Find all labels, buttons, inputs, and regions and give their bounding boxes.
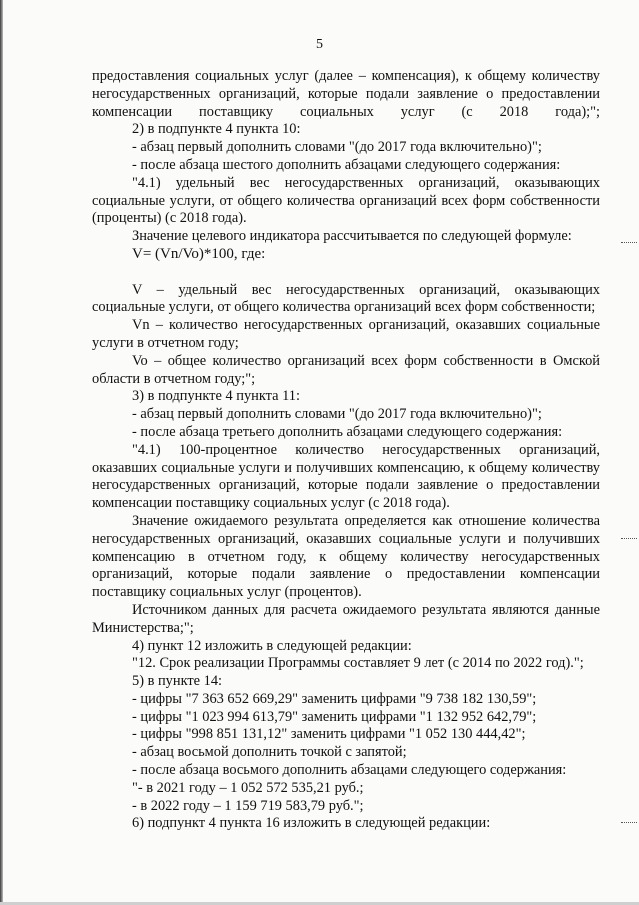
paragraph: Vn – количество негосударственных организаций, оказавших социальные услуги в отчетном году; bbox=[92, 317, 600, 351]
paragraph: 3) в подпункте 4 пункта 11: bbox=[132, 388, 300, 405]
paragraph: Значение целевого индикатора рассчитывается по следующей формуле: bbox=[132, 228, 572, 245]
paragraph: V – удельный вес негосударственных организаций, оказывающих социальные услуги, от общего количества организаций всех форм собственности; bbox=[92, 281, 600, 316]
paragraph: 4) пункт 12 изложить в следующей редакции: bbox=[132, 637, 412, 654]
scan-margin-mark bbox=[621, 242, 637, 245]
paragraph: 2) в подпункте 4 пункта 10: bbox=[132, 121, 301, 138]
paragraph: "4.1) 100-процентное количество негосударственных организаций, оказавших социальные услуги и получивших компенсацию, к общему количеству негосударственных организаций, которые подали заявление о предоставлении компенсации поставщику социальных услуг (с 2018 года). bbox=[92, 441, 600, 512]
paragraph: 6) подпункт 4 пункта 16 изложить в следующей редакции: bbox=[132, 815, 491, 832]
paragraph: - абзац восьмой дополнить точкой с запятой; bbox=[132, 744, 407, 761]
blank-line bbox=[92, 264, 600, 282]
paragraph-continuation: предоставления социальных услуг (далее – компенсация), к общему количеству негосударственных организаций, которые подали заявление о предоставлении компенсации поставщику социальных услуг (с 2018 года);"; bbox=[92, 68, 600, 120]
paragraph: - после абзаца третьего дополнить абзацами следующего содержания: bbox=[132, 423, 563, 440]
paragraph: Значение ожидаемого результата определяется как отношение количества негосударственных организаций, оказавших социальные услуги и получивших компенсацию в отчетном году, к общему количеству негосударственных организаций, которые подали заявление о предоставлении компенсации поставщику социальных услуг (процентов). bbox=[92, 512, 600, 601]
paragraph: Источником данных для расчета ожидаемого результата являются данные Министерства;"; bbox=[92, 601, 600, 636]
scan-margin-mark bbox=[621, 822, 637, 825]
scan-left-edge bbox=[0, 0, 3, 905]
paragraph: "- в 2021 году – 1 052 572 535,21 руб.; bbox=[132, 779, 364, 796]
page-number: 5 bbox=[316, 37, 323, 52]
paragraph: "4.1) удельный вес негосударственных организаций, оказывающих социальные услуги, от общего количества организаций всех форм собственности (проценты) (с 2018 года). bbox=[92, 174, 600, 227]
paragraph: - абзац первый дополнить словами "(до 2017 года включительно)"; bbox=[132, 139, 542, 156]
paragraph: - после абзаца восьмого дополнить абзацами следующего содержания: bbox=[132, 762, 567, 779]
paragraph: "12. Срок реализации Программы составляет 9 лет (с 2014 по 2022 год)."; bbox=[132, 655, 584, 672]
paragraph: 5) в пункте 14: bbox=[132, 673, 223, 690]
formula: V= (Vn/Vo)*100, где: bbox=[132, 245, 266, 262]
document-body bbox=[92, 68, 600, 833]
paragraph: - в 2022 году – 1 159 719 583,79 руб."; bbox=[132, 797, 364, 814]
paragraph: - цифры "7 363 652 669,29" заменить цифрами "9 738 182 130,59"; bbox=[132, 690, 537, 707]
scan-margin-mark bbox=[621, 538, 637, 541]
paragraph: - цифры "1 023 994 613,79" заменить цифрами "1 132 952 642,79"; bbox=[132, 708, 537, 725]
paragraph: - абзац первый дополнить словами "(до 2017 года включительно)"; bbox=[132, 406, 542, 423]
paragraph: - после абзаца шестого дополнить абзацами следующего содержания: bbox=[132, 156, 561, 173]
paragraph: - цифры "998 851 131,12" заменить цифрами "1 052 130 444,42"; bbox=[132, 726, 526, 743]
paragraph: Vo – общее количество организаций всех форм собственности в Омской области в отчетном году;"; bbox=[92, 352, 600, 387]
